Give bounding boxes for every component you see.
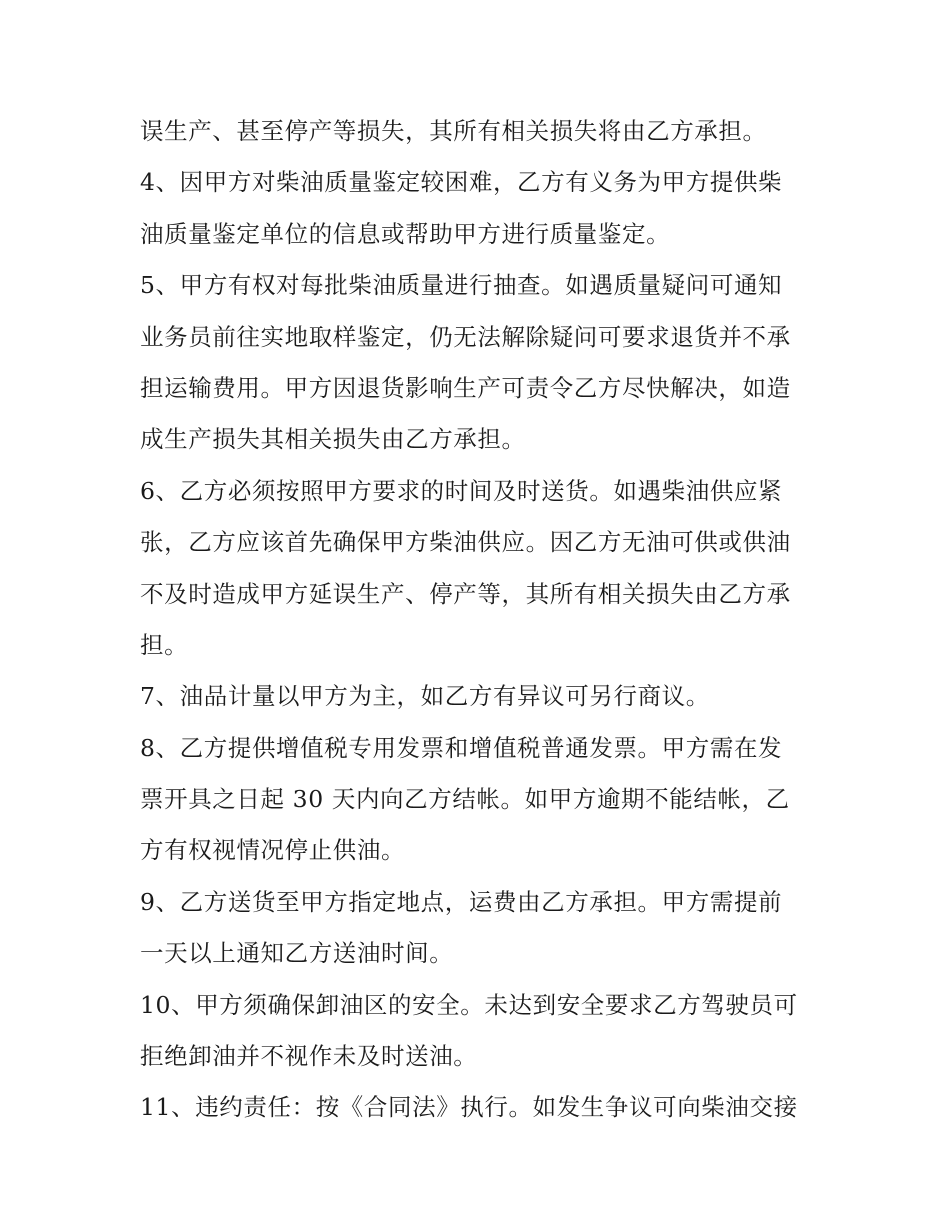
text-line: 4、因甲方对柴油质量鉴定较困难，乙方有义务为甲方提供柴 — [140, 168, 783, 197]
text-line: 方有权视情况停止供油。 — [140, 836, 406, 865]
text-line: 6、乙方必须按照甲方要求的时间及时送货。如遇柴油供应紧 — [140, 476, 783, 505]
text-line: 10、甲方须确保卸油区的安全。未达到安全要求乙方驾驶员可 — [140, 990, 798, 1019]
text-line: 拒绝卸油并不视作未及时送油。 — [140, 1042, 478, 1071]
text-line: 油质量鉴定单位的信息或帮助甲方进行质量鉴定。 — [140, 219, 671, 248]
text-line: 担运输费用。甲方因退货影响生产可责令乙方尽快解决，如造 — [140, 373, 791, 402]
text-line: 张，乙方应该首先确保甲方柴油供应。因乙方无油可供或供油 — [140, 528, 791, 557]
text-line: 11、违约责任：按《合同法》执行。如发生争议可向柴油交接 — [140, 1093, 798, 1122]
text-line: 误生产、甚至停产等损失，其所有相关损失将由乙方承担。 — [140, 117, 767, 145]
text-line: 8、乙方提供增值税专用发票和增值税普通发票。甲方需在发 — [140, 733, 783, 762]
text-line: 不及时造成甲方延误生产、停产等，其所有相关损失由乙方承 — [140, 579, 791, 608]
text-line: 7、油品计量以甲方为主，如乙方有异议可另行商议。 — [140, 682, 710, 711]
text-line: 5、甲方有权对每批柴油质量进行抽查。如遇质量疑问可通知 — [140, 271, 783, 300]
text-line: 一天以上通知乙方送油时间。 — [140, 939, 454, 968]
text-line: 担。 — [140, 630, 189, 659]
text-line: 9、乙方送货至甲方指定地点，运费由乙方承担。甲方需提前 — [140, 887, 783, 916]
text-line: 业务员前往实地取样鉴定，仍无法解除疑问可要求退货并不承 — [140, 322, 791, 351]
text-line: 成生产损失其相关损失由乙方承担。 — [140, 425, 526, 454]
text-line: 票开具之日起 30 天内向乙方结帐。如甲方逾期不能结帐，乙 — [140, 785, 790, 814]
document-body — [140, 106, 820, 1134]
